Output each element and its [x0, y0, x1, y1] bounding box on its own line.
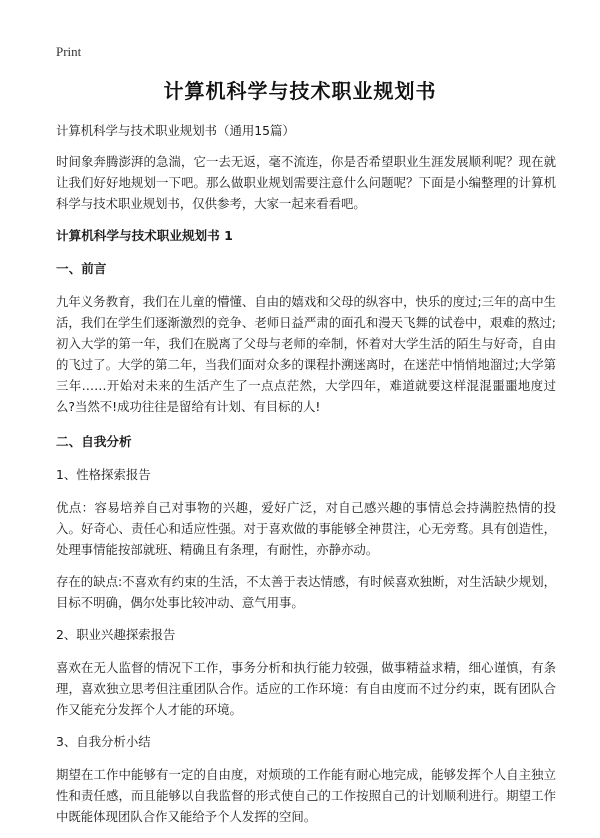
section-heading-self-analysis: 二、自我分析 — [56, 434, 132, 449]
subheading-self-analysis-summary: 3、自我分析小结 — [56, 734, 151, 749]
subheading-personality-report: 1、性格探索报告 — [56, 467, 151, 482]
article-heading: 计算机科学与技术职业规划书 1 — [56, 228, 233, 243]
print-link[interactable]: Print — [56, 44, 82, 59]
article-body — [56, 120, 556, 838]
subheading-interest-report: 2、职业兴趣探索报告 — [56, 627, 176, 642]
article-subtitle: 计算机科学与技术职业规划书（通用15篇） — [56, 123, 295, 138]
page-title: 计算机科学与技术职业规划书 — [163, 79, 437, 103]
intro-paragraph: 时间象奔腾澎湃的急湍，它一去无返，毫不流连，你是否希望职业生涯发展顺利呢？现在就让我们好好地规划一下吧。那么做职业规划需要注意什么问题呢？下面是小编整理的计算机科学与技术职业规划书，仅供参考，大家一起来看看吧。 — [56, 154, 556, 211]
personality-weaknesses-paragraph: 存在的缺点:不喜欢有约束的生活，不太善于表达情感，有时候喜欢独断，对生活缺少规划，目标不明确，偶尔处事比较冲动、意气用事。 — [56, 574, 556, 610]
preface-paragraph: 九年义务教育，我们在儿童的懵懂、自由的嬉戏和父母的纵容中，快乐的度过;三年的高中生活，我们在学生们逐渐激烈的竞争、老师日益严肃的面孔和漫天飞舞的试卷中，艰难的熬过;初入大学的第一年，我们在脱离了父母与老师的牵制，怀着对大学生活的陌生与好奇，自由的飞过了。大学的第二年，当我们面对众多的课程扑溯迷离时，在迷茫中悄悄地溜过;大学第三年……开始对未来的生活产生了一点点茫然，大学四年，难道就要这样混混噩噩地度过么?当然不!成功往往是留给有计划、有目标的人! — [56, 294, 556, 414]
summary-paragraph: 期望在工作中能够有一定的自由度，对烦琐的工作能有耐心地完成，能够发挥个人自主独立性和责任感，而且能够以自我监督的形式使自己的工作按照自己的计划顺利进行。期望工作中既能体现团队合作又能给予个人发挥的空间。 — [56, 767, 556, 824]
section-heading-preface: 一、前言 — [56, 261, 107, 276]
personality-strengths-paragraph: 优点：容易培养自己对事物的兴趣，爱好广泛，对自己感兴趣的事情总会持满腔热情的投入。好奇心、责任心和适应性强。对于喜欢做的事能够全神贯注，心无旁骛。具有创造性，处理事情能按部就班、精确且有条理，有耐性，亦静亦动。 — [56, 500, 556, 557]
interest-paragraph: 喜欢在无人监督的情况下工作，事务分析和执行能力较强，做事精益求精，细心谨慎，有条理，喜欢独立思考但注重团队合作。适应的工作环境：有自由度而不过分约束，既有团队合作又能充分发挥个人才能的环境。 — [56, 660, 556, 717]
